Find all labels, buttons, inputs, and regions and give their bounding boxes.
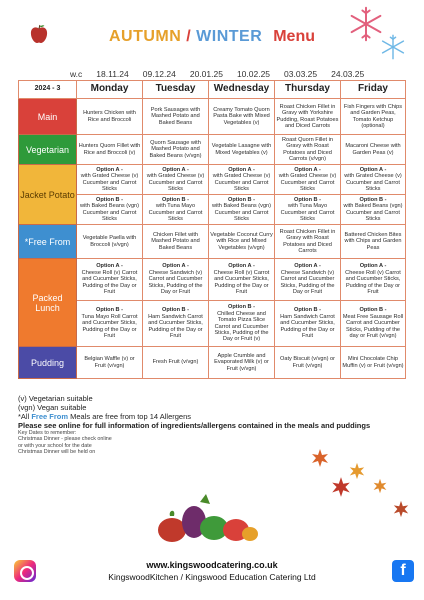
menu-cell <box>341 165 406 195</box>
note-free-from-rest: Meals are free from top 14 Allergens <box>68 412 192 421</box>
menu-cell <box>209 301 275 347</box>
menu-cell: Hunters Quorn Fillet with Rice and Broccoli (v) <box>77 135 143 165</box>
option-text: Tuna Mayo Roll Carrot and Cucumber Sticks, Pudding of the Day or Fruit <box>81 313 138 340</box>
option-text: Cheese Roll (v) Carrot and Cucumber Sticks, Pudding of the Day or Fruit <box>213 269 270 296</box>
row-label-free-from: *Free From <box>19 225 77 259</box>
menu-cell: Fish Fingers with Chips and Garden Peas, Tomato Ketchup (optional) <box>341 99 406 135</box>
menu-cell: Macaroni Cheese with Garden Peas (v) <box>341 135 406 165</box>
menu-cell: Belgian Waffle (v) or Fruit (v/vgn) <box>77 347 143 379</box>
option-title: Option B - <box>95 307 124 314</box>
option-text: with Tuna Mayo Cucumber and Carrot Sticks <box>148 203 203 222</box>
menu-cell: Vegetable Paella with Broccoli (v/vgn) <box>77 225 143 259</box>
table-row <box>19 347 406 379</box>
menu-cell <box>209 165 275 195</box>
option-title: Option B - <box>227 304 256 311</box>
option-text: Ham Sandwich Carrot and Cucumber Sticks, Pudding of the Day or Fruit <box>148 313 203 340</box>
menu-cell <box>341 195 406 225</box>
menu-cell: Roast Chicken Fillet in Gravy with Roast Potatoes and Diced Carrots <box>275 225 341 259</box>
option-text: with Grated Cheese (v) Cucumber and Carrot Sticks <box>278 173 337 192</box>
menu-cell <box>143 301 209 347</box>
title-autumn: AUTUMN <box>108 28 182 45</box>
table-row <box>19 225 406 259</box>
option-title: Option B - <box>293 307 322 314</box>
menu-cell: Roast Chicken Fillet in Gravy with Yorkshire Pudding, Roast Potatoes and Diced Carrots <box>275 99 341 135</box>
menu-cell: Roast Quorn Fillet in Gravy with Roast Potatoes and Diced Carrots (v/vgn) <box>275 135 341 165</box>
menu-cell <box>275 165 341 195</box>
note-vegetarian: (v) Vegetarian suitable <box>18 394 93 403</box>
option-title: Option B - <box>359 307 387 314</box>
note-christmas-school: or with your school for the date <box>18 442 92 449</box>
week-date: 09.12.24 <box>142 69 176 79</box>
menu-cell <box>275 301 341 347</box>
title-separator: / <box>181 28 197 45</box>
option-title: Option B - <box>161 196 190 203</box>
table-row <box>19 259 406 301</box>
note-free-from-label: Free From <box>31 412 69 421</box>
day-header: Wednesday <box>209 81 275 99</box>
option-title: Option A - <box>294 166 321 173</box>
menu-cell <box>209 195 275 225</box>
note-christmas-date: Christmas Dinner will be held on <box>18 449 96 456</box>
vegetables-illustration <box>150 492 260 547</box>
menu-cell: Pork Sausages with Mashed Potato and Baked Beans <box>143 99 209 135</box>
note-allergens: Please see online for full information of ingredients/allergens contained in the meals and puddings <box>18 421 371 430</box>
menu-cell <box>275 259 341 301</box>
option-text: with Grated Cheese (v) Cucumber and Carrot Sticks <box>344 173 402 192</box>
option-title: Option A - <box>162 263 189 270</box>
leaf-icon <box>330 476 352 498</box>
option-title: Option A - <box>228 166 255 173</box>
option-text: Ham Sandwich Carrot and Cucumber Sticks, Pudding of the Day or Fruit <box>280 313 335 340</box>
menu-cell <box>77 165 143 195</box>
menu-cell <box>77 259 143 301</box>
menu-cell: Hunters Chicken with Rice and Broccoli <box>77 99 143 135</box>
menu-cell: Fresh Fruit (v/vgn) <box>143 347 209 379</box>
website-link[interactable]: www.kingswoodcatering.co.uk <box>146 560 278 570</box>
day-header: Monday <box>77 81 143 99</box>
menu-cell <box>341 301 406 347</box>
table-row <box>19 301 406 347</box>
week-date: 18.11.24 <box>96 69 129 79</box>
menu-cell <box>341 259 406 301</box>
menu-notes <box>18 394 378 456</box>
option-text: Meat Free Sausage Roll Carrot and Cucumber Sticks, Pudding of the day or Fruit (v/vgn) <box>342 313 404 340</box>
table-row <box>19 99 406 135</box>
menu-cell: Vegetable Lasagne with Mixed Vegetables (v) <box>209 135 275 165</box>
option-text: with Tuna Mayo Cucumber and Carrot Sticks <box>280 203 335 222</box>
menu-cell: Mini Chocolate Chip Muffin (v) or Fruit (v/vgn) <box>341 347 406 379</box>
leaf-icon <box>392 500 410 518</box>
week-date: 24.03.25 <box>331 69 365 79</box>
menu-cell: Chicken Fillet with Mashed Potato and Baked Beans <box>143 225 209 259</box>
menu-cell: Vegetable Coconut Curry with Rice and Mixed Vegetables (v/vgn) <box>209 225 275 259</box>
menu-cell <box>275 195 341 225</box>
table-header-row <box>19 81 406 99</box>
leaf-icon <box>372 478 388 494</box>
option-title: Option A - <box>359 166 387 173</box>
week-date: 20.01.25 <box>189 69 223 79</box>
menu-cell <box>143 195 209 225</box>
menu-cell: Quorn Sausage with Mashed Potato and Baked Beans (v/vgn) <box>143 135 209 165</box>
note-free-from <box>18 412 378 421</box>
option-title: Option A - <box>96 263 123 270</box>
title-winter: WINTER <box>196 28 263 45</box>
option-title: Option A - <box>228 263 255 270</box>
day-header: Thursday <box>275 81 341 99</box>
option-text: Chilled Cheese and Tomato Pizza Slice Carrot and Cucumber Sticks, Pudding of the Day or Fruit (v) <box>214 310 269 343</box>
row-label-main: Main <box>19 99 77 135</box>
table-row <box>19 165 406 195</box>
option-text: with Baked Beans (vgn) Cucumber and Carrot Sticks <box>79 203 140 222</box>
dates-prefix: w.c <box>70 69 83 79</box>
option-text: with Grated Cheese (v) Cucumber and Carrot Sticks <box>80 173 139 192</box>
note-christmas-dinner: Christmas Dinner - please check online <box>18 436 112 443</box>
menu-cell: Creamy Tomato Quorn Pasta Bake with Mixed Vegetables (v) <box>209 99 275 135</box>
menu-cell: Battered Chicken Bites with Chips and Garden Peas <box>341 225 406 259</box>
option-title: Option A - <box>96 166 123 173</box>
row-label-vegetarian: Vegetarian <box>19 135 77 165</box>
row-label-packed-lunch: Packed Lunch <box>19 259 77 347</box>
week-date: 10.02.25 <box>236 69 271 79</box>
menu-cell <box>209 259 275 301</box>
option-text: with Baked Beans (vgn) Cucumber and Carrot Sticks <box>211 203 272 222</box>
option-title: Option B - <box>359 196 387 203</box>
table-corner-label: 2024 - 3 <box>19 81 77 99</box>
table-row <box>19 195 406 225</box>
menu-cell <box>143 165 209 195</box>
day-header: Friday <box>341 81 406 99</box>
option-title: Option A - <box>359 263 387 270</box>
option-title: Option A - <box>294 263 321 270</box>
menu-cell <box>143 259 209 301</box>
footer <box>0 560 424 582</box>
menu-table <box>18 80 406 379</box>
option-text: with Grated Cheese (v) Cucumber and Carrot Sticks <box>146 173 205 192</box>
title-menu: Menu <box>273 28 315 45</box>
option-text: Cheese Sandwich (v) Carrot and Cucumber Sticks, Pudding of the Day or Fruit <box>148 269 203 296</box>
leaf-icon <box>310 448 330 468</box>
row-label-pudding: Pudding <box>19 347 77 379</box>
menu-cell: Apple Crumble and Evaporated Milk (v) or Fruit (v/vgn) <box>209 347 275 379</box>
table-row <box>19 135 406 165</box>
menu-cell: Oaty Biscuit (v/vgn) or Fruit (v/vgn) <box>275 347 341 379</box>
option-text: Cheese Roll (v) Carrot and Cucumber Sticks, Pudding of the Day or Fruit <box>345 269 401 296</box>
week-commencing-dates <box>70 69 370 79</box>
snowflake-icon <box>380 34 406 60</box>
option-text: with Baked Beans (vgn) Cucumber and Carrot Sticks <box>343 203 403 222</box>
option-text: with Grated Cheese (v) Cucumber and Carrot Sticks <box>212 173 271 192</box>
note-star: *All <box>18 412 32 421</box>
footer-tagline: KingswoodKitchen / Kingswood Education Catering Ltd <box>108 572 316 582</box>
week-date: 03.03.25 <box>284 69 318 79</box>
note-key-dates: Key Dates to remember: <box>18 430 77 436</box>
facebook-icon[interactable]: f <box>392 560 414 582</box>
option-title: Option A - <box>162 166 189 173</box>
snowflake-icon <box>348 6 384 42</box>
day-header: Tuesday <box>143 81 209 99</box>
option-title: Option B - <box>95 196 124 203</box>
option-title: Option B - <box>161 307 190 314</box>
option-title: Option B - <box>227 196 256 203</box>
option-text: Cheese Roll (v) Carrot and Cucumber Sticks, Pudding of the Day or Fruit <box>81 269 138 296</box>
row-label-jacket-potato: Jacket Potato <box>19 165 77 225</box>
note-vegan: (vgn) Vegan suitable <box>18 403 87 412</box>
menu-cell <box>77 195 143 225</box>
option-text: Cheese Sandwich (v) Carrot and Cucumber Sticks, Pudding of the Day or Fruit <box>280 269 335 296</box>
option-title: Option B - <box>293 196 322 203</box>
menu-cell <box>77 301 143 347</box>
